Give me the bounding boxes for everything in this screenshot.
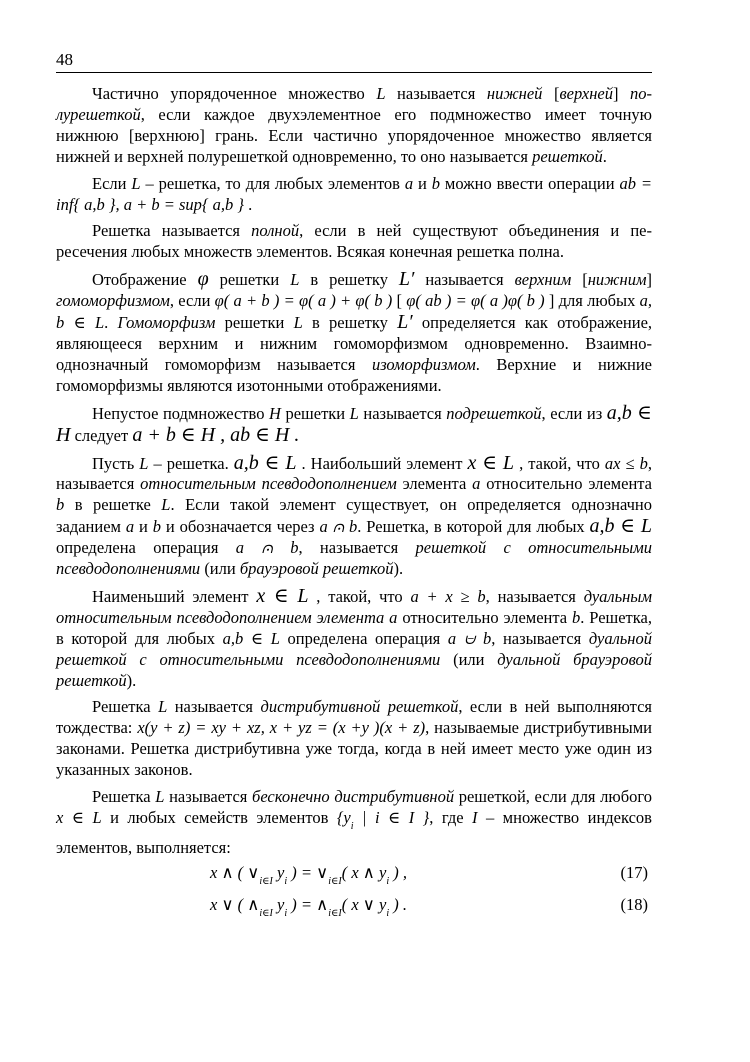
formula-homo-join: φ( a + b ) = φ( a ) + φ( b ) <box>214 291 393 311</box>
formula-homo-meet: φ( ab ) = φ( a )φ( b ) <box>406 291 545 311</box>
page-number: 48 <box>56 50 73 69</box>
paragraph-2: Если L – решетка, то для любых элементов a и b можно ввести операции ab = inf{ a,b }, a + b = sup{ a,b } . <box>56 173 652 214</box>
paragraph-6: Пусть L – решетка. a,b ∈ L . Наибольший элемент x ∈ L , такой, что ax ≤ b, называется относительным псевдодополнением элемента a относительно элемента b в решетке L. Если такой элемент существует, он определяется однозначно заданием a и b и обозначается через a ⩀ b. Решетка, в которой для любых a,b ∈ L определена операция a ⩀ b, называется решеткой с относительными псевдодополнениями (или брауэровой решеткой). <box>56 451 653 579</box>
paragraph-4: Отображение φ решетки L в решетку L′ называется верхним [нижним] гомоморфизмом, если φ( a + b ) = φ( a ) + φ( b ) [ φ( ab ) = φ( a )φ( b ) ] для любых a, b ∈ L. Гомоморфизм решетки L в решетку L′ определяется как отображение, являющееся верхним и нижним гомоморфизмом одновременно. Взаимно-однозначный гомоморфизм называется изоморфизмом. Верхние и нижние гомоморфизмы являются изотонными отображениями. <box>56 268 653 395</box>
term-dual-brouwer-lattice: дуальной брауэровой решеткой <box>56 649 653 690</box>
formula-17 <box>56 861 652 893</box>
body-text <box>56 84 652 925</box>
paragraph-8: Решетка L называется дистрибутивной решеткой, если в ней выполняются тождества: x(y + z) = xy + xz, x + yz = (x +y )(x + z), называемые дистрибутивными законами. Решетка дистрибутивна уже тогда, когда в ней имеет место уже один из указанных законов. <box>56 697 653 780</box>
term-sublattice: подрешеткой <box>446 403 542 423</box>
paragraph-1: Частично упорядоченное множество L называется нижней [верхней] полурешеткой, если каждое двухэлементное его подмножество имеет точную нижнюю [верхнюю] грань. Если частично упорядоченное множество является нижней и верхней полурешеткой одновременно, то оно называется решеткой. <box>56 84 652 166</box>
paragraph-9: Решетка L называется бесконечно дистрибутивной решеткой, если для любого x ∈ L и любых семейств элементов {$y_i$ | i ∈ I }, где I – множество индексов элементов, выполняется: <box>56 787 652 857</box>
term-infinitely-distributive: бесконечно дистрибутивной <box>252 787 455 807</box>
formula-inf-sup: ab = inf{ a,b }, a + b = sup{ a,b } <box>56 173 652 214</box>
paragraph-3: Решетка называется полной, если в ней существуют объединения и пересечения любых множеств элементов. Всякая конечная решетка полна. <box>56 221 652 262</box>
formula-18-expression: x ∨ ( $\wedge_{i\in I}$ $y_i$ ) = $\wedge_{i\in I}$( x ∨ $y_i$ ) . <box>210 894 407 919</box>
paragraph-7: Наименьший элемент x ∈ L , такой, что a + x ≥ b, называется дуальным относительным псевдодополнением элемента a относительно элемента b. Решетка, в которой для любых a,b ∈ L определена операция a ⩁ b, называется дуальной решеткой с относительными псевдодополнениями (или дуальной брауэровой решеткой). <box>56 584 653 690</box>
paragraph-5: Непустое подмножество H решетки L называется подрешеткой, если из a,b ∈ H следует a + b ∈ H , ab ∈ H . <box>56 401 652 446</box>
term-dual-rel-pseudocomplement: дуальным относительным псевдодополнением элемента a <box>56 586 652 627</box>
term-distributive-lattice: дистрибутивной решеткой <box>260 697 459 717</box>
term-complete: полной <box>251 221 300 241</box>
term-semilattice: полурешеткой <box>56 84 652 124</box>
header-rule <box>56 72 652 73</box>
equation-number-18: (18) <box>620 894 648 914</box>
term-isomorphism: изоморфизмом <box>371 354 476 374</box>
term-brouwer-lattice: брауэровой решеткой <box>239 559 394 579</box>
formula-17-expression: x ∧ ( $\vee_{i\in I}$ $y_i$ ) = $\vee_{i\in I}$( x ∧ $y_i$ ) , <box>210 862 407 887</box>
equation-number-17: (17) <box>620 862 648 882</box>
formula-18 <box>56 893 652 925</box>
term-rel-pseudocomplement: относительным псевдодополнением <box>140 474 397 494</box>
term-lattice: решеткой <box>532 146 603 166</box>
term-dual-lattice: дуальной решеткой с относительными псевдодополнениями <box>56 628 652 669</box>
term-homomorphism: гомоморфизмом <box>56 291 170 311</box>
formula-distributive-laws: x(y + z) = xy + xz, x + yz = (x +y )(x + z) <box>137 718 426 738</box>
term-rel-pseudocomplemented-lattice: решеткой с относительными псевдодополнениями <box>56 538 652 579</box>
